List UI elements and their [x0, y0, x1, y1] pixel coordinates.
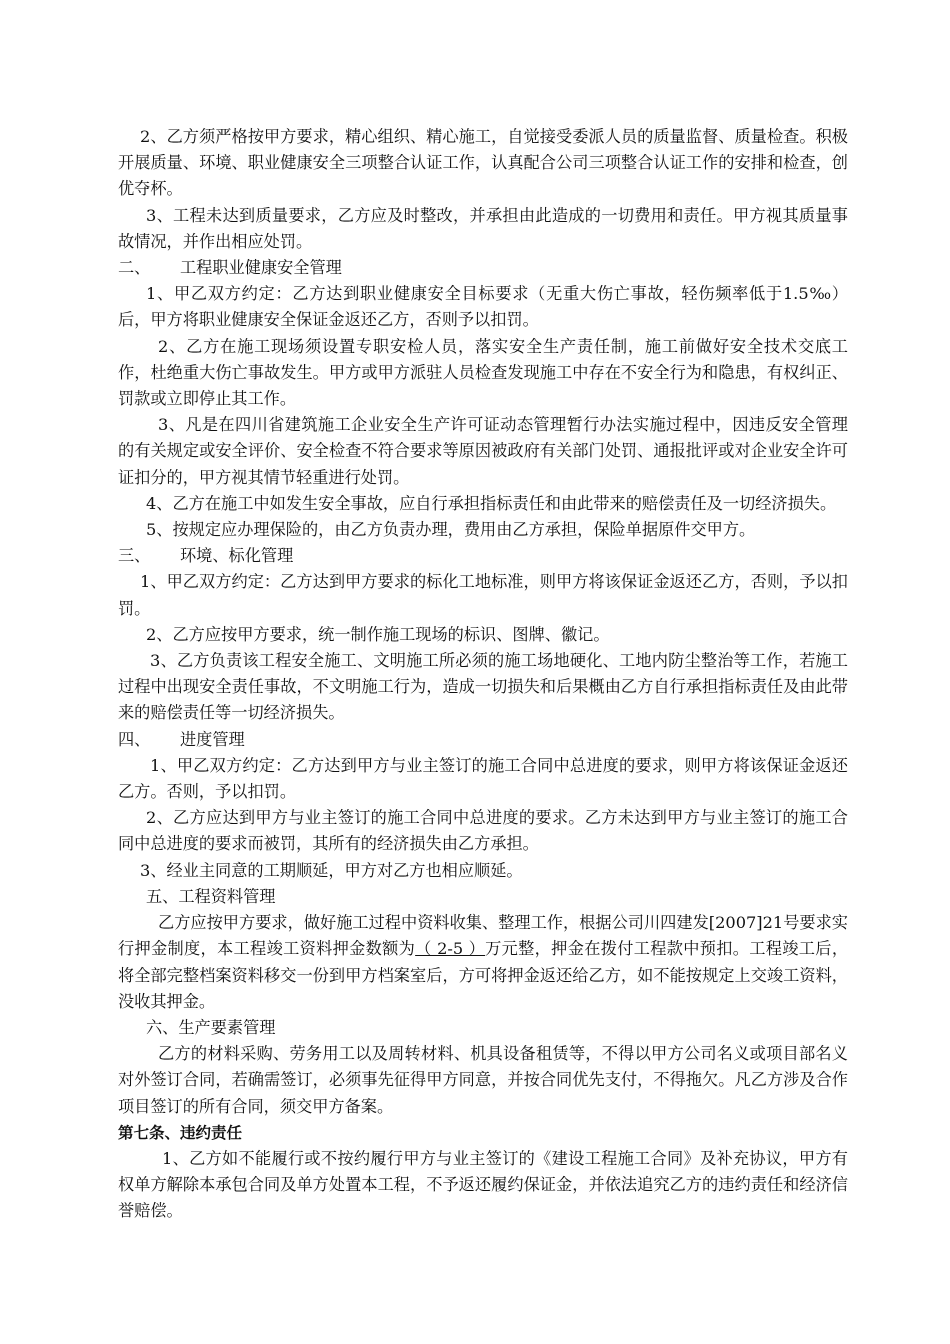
- safety-clause-3: 3、凡是在四川省建筑施工企业安全生产许可证动态管理暂行办法实施过程中，因违反安全管理的有关规定或安全评价、安全检查不符合要求等原因被政府有关部门处罚、通报批评或对企业安全许可证扣分的，甲方视其情节轻重进行处罚。: [118, 415, 848, 487]
- environment-clause-2: 2、乙方应按甲方要求，统一制作施工现场的标识、图牌、徽记。: [146, 624, 610, 644]
- safety-clause-5: 5、按规定应办理保险的，由乙方负责办理，费用由乙方承担，保险单据原件交甲方。: [146, 520, 756, 540]
- section-6-heading: 六、生产要素管理: [146, 1017, 276, 1037]
- documents-clause: [118, 910, 848, 1015]
- section-2-number: 二、: [118, 258, 151, 278]
- environment-clause-1: 1、甲乙双方约定：乙方达到甲方要求的标化工地标准，则甲方将该保证金返还乙方，否则，予以扣罚。: [118, 572, 848, 618]
- safety-clause-2: 2、乙方在施工现场须设置专职安检人员，落实安全生产责任制，施工前做好安全技术交底工作，杜绝重大伤亡事故发生。甲方或甲方派驻人员检查发现施工中存在不安全行为和隐患，有权纠正、罚款或立即停止其工作。: [118, 336, 848, 409]
- schedule-clause-3: 3、经业主同意的工期顺延，甲方对乙方也相应顺延。: [140, 860, 523, 880]
- section-3-number: 三、: [118, 546, 151, 566]
- documents-text-a: 乙方应按甲方要求，做好施工过程中资料收集、整理工作，根据公司川四建发[2007]21号要求实行押金制度，本工程竣工资料押金数额为: [118, 913, 848, 959]
- section-3-heading: [118, 543, 848, 569]
- safety-clause-4: 4、乙方在施工中如发生安全事故，应自行承担指标责任和由此带来的赔偿责任及一切经济损失。: [146, 493, 837, 513]
- section-4-number: 四、: [118, 729, 151, 749]
- section-3-title: 环境、标化管理: [180, 546, 294, 566]
- breach-clause-1: 1、乙方如不能履行或不按约履行甲方与业主签订的《建设工程施工合同》及补充协议，甲方有权单方解除本承包合同及单方处置本工程，不予返还履约保证金，并依法追究乙方的违约责任和经济信誉赔偿。: [118, 1148, 848, 1221]
- documents-text-b: 万元整，押金在拨付工程款中预扣。工程竣工后，将全部完整档案资料移交一份到甲方档案室后，方可将押金返还给乙方，如不能按规定上交竣工资料，没收其押金。: [118, 939, 849, 1011]
- deposit-amount: （ 2-5 ）: [415, 939, 486, 959]
- safety-clause-1: 1、甲乙双方约定：乙方达到职业健康安全目标要求（无重大伤亡事故，轻伤频率低于1.5‰）后，甲方将职业健康安全保证金返还乙方，否则予以扣罚。: [118, 284, 848, 330]
- section-4-title: 进度管理: [180, 729, 245, 749]
- schedule-clause-1: 1、甲乙双方约定：乙方达到甲方与业主签订的施工合同中总进度的要求，则甲方将该保证金返还乙方。否则，予以扣罚。: [118, 755, 848, 802]
- contract-page: [118, 124, 848, 1225]
- article-7-heading: 第七条、违约责任: [118, 1123, 243, 1142]
- production-clause: 乙方的材料采购、劳务用工以及周转材料、机具设备租赁等，不得以甲方公司名义或项目部名义对外签订合同，若确需签订，必须事先征得甲方同意，并按合同优先支付，不得拖欠。凡乙方涉及合作项目签订的所有合同，须交甲方备案。: [118, 1044, 848, 1116]
- schedule-clause-2: 2、乙方应达到甲方与业主签订的施工合同中总进度的要求。乙方未达到甲方与业主签订的施工合同中总进度的要求而被罚，其所有的经济损失由乙方承担。: [118, 808, 848, 854]
- quality-clause-2: 2、乙方须严格按甲方要求，精心组织、精心施工，自觉接受委派人员的质量监督、质量检查。积极开展质量、环境、职业健康安全三项整合认证工作，认真配合公司三项整合认证工作的安排和检查，创优夺杯。: [118, 127, 848, 199]
- quality-clause-3: 3、工程未达到质量要求，乙方应及时整改，并承担由此造成的一切费用和责任。甲方视其质量事故情况，并作出相应处罚。: [118, 205, 848, 251]
- environment-clause-3: 3、乙方负责该工程安全施工、文明施工所必须的施工场地硬化、工地内防尘整治等工作，若施工过程中出现安全责任事故，不文明施工行为，造成一切损失和后果概由乙方自行承担指标责任及由此带来的赔偿责任等一切经济损失。: [118, 651, 848, 723]
- section-2-title: 工程职业健康安全管理: [180, 258, 342, 278]
- section-4-heading: [118, 727, 848, 753]
- section-2-heading: [118, 255, 848, 281]
- section-5-heading: 五、工程资料管理: [146, 886, 276, 906]
